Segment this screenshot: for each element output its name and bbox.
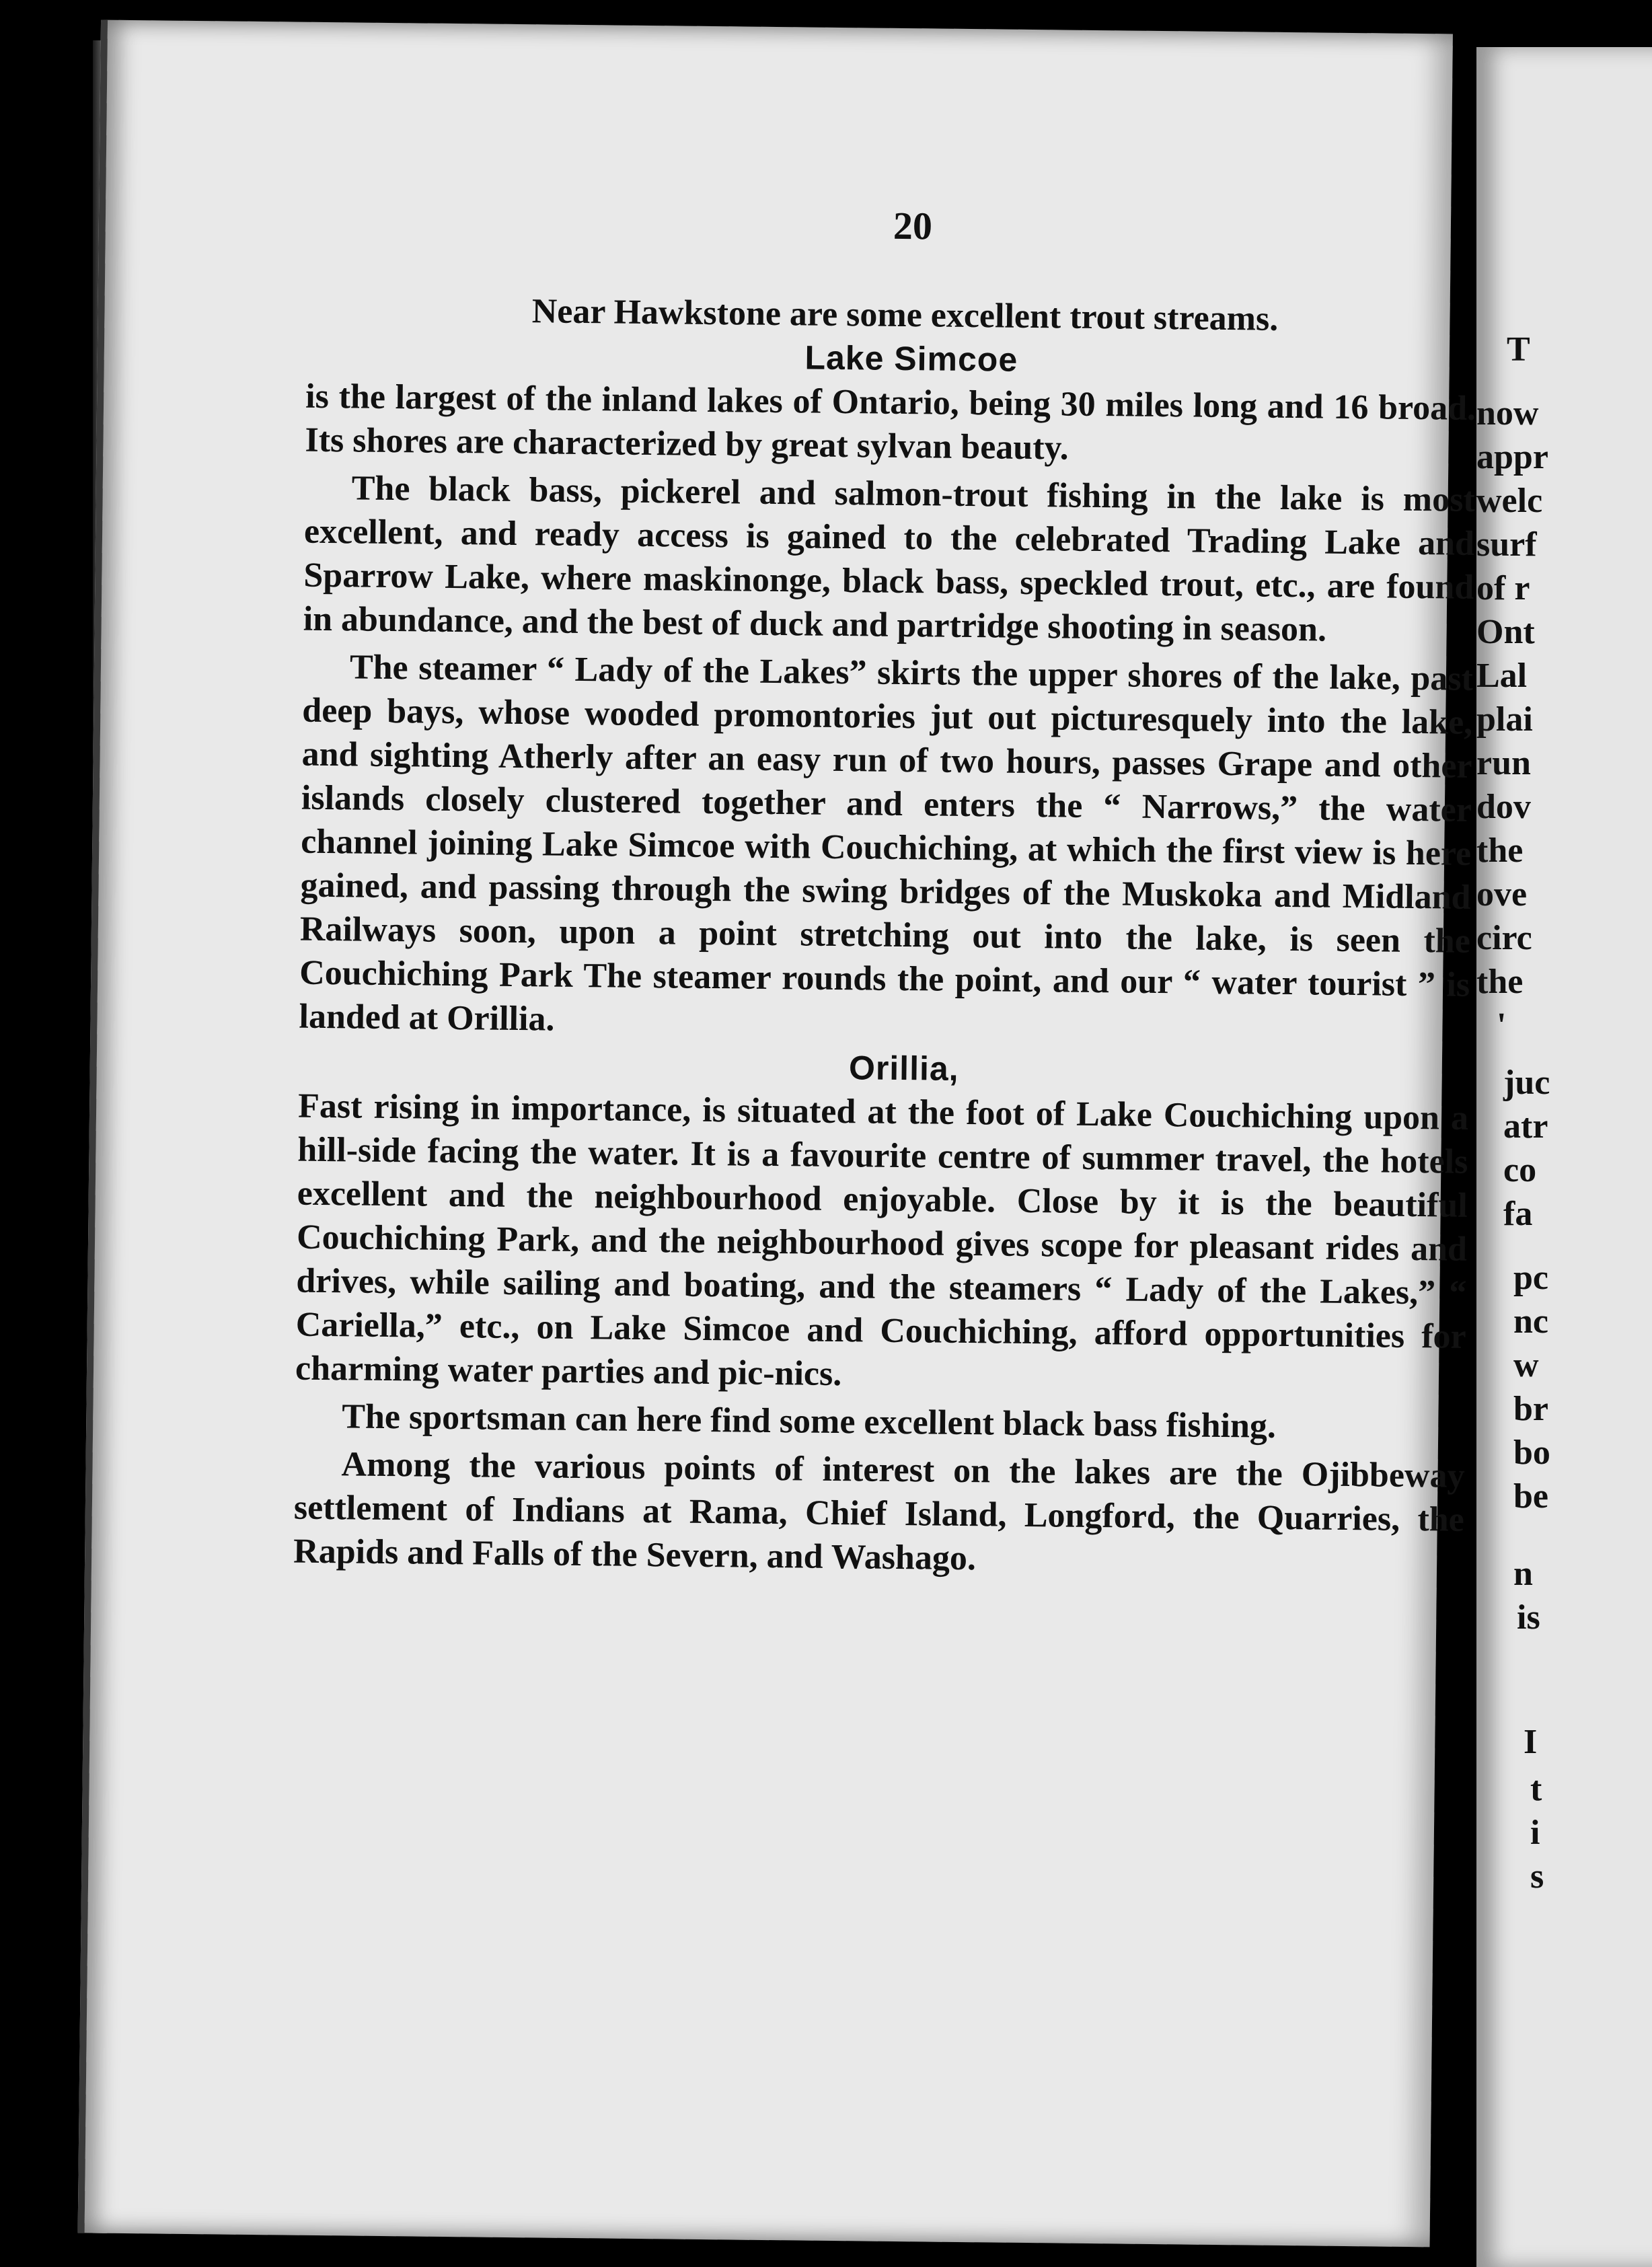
right-page-fragment: ove <box>1476 875 1528 914</box>
right-page-fragment: appr <box>1476 438 1548 476</box>
right-page-fragment: w <box>1513 1346 1539 1384</box>
right-page-fragment: i <box>1530 1814 1540 1852</box>
paragraph: The sportsman can here find some excellent black bass fishing. <box>342 1397 1277 1446</box>
right-page-fragment: ' <box>1497 1006 1507 1045</box>
right-page-fragment: juc <box>1503 1064 1550 1102</box>
right-page-fragment: Lal <box>1476 657 1528 695</box>
paragraph: The steamer “ Lady of the Lakes” skirts the upper shores of the lake, past deep bays, whose wooded promontories jut out picturesquely into the lake, and sighting Atherly after an easy run of two hours, passes Grape and other islands closely clustered together and enters the “ Narrows,” the water channel joining Lake Simcoe with Couchiching, at which the first view is here gained, and passing through the swing bridges of the Muskoka and Midland Railways soon, upon a point stretching out into the lake, is seen the Couchiching Park The steamer rounds the point, and our “ water tourist ” is landed at Orillia. <box>299 648 1474 1039</box>
paragraph: is the largest of the inland lakes of Ontario, being 30 miles long and 16 broad. Its shores are characterized by great sylvan beauty. <box>305 377 1476 468</box>
right-page-fragment: nc <box>1513 1302 1548 1341</box>
right-page-fragment: pc <box>1513 1259 1548 1297</box>
right-page-fragment: surf <box>1476 525 1537 564</box>
right-page-fragment: I <box>1524 1723 1538 1761</box>
left-page <box>78 20 1476 2247</box>
heading-lake-simcoe: Lake Simcoe <box>804 338 1018 379</box>
lead-line: Near Hawkstone are some excellent trout streams. <box>531 292 1279 338</box>
right-page-fragment: be <box>1513 1477 1548 1516</box>
right-page-fragment: the <box>1476 963 1524 1001</box>
right-page-fragment: Ont <box>1476 613 1535 651</box>
right-page-fragment: atr <box>1503 1107 1548 1146</box>
page-number: 20 <box>893 203 933 248</box>
paragraph: Fast rising in importance, is situated at the foot of Lake Couchiching upon a hill-side facing the water. It is a favourite centre of summer travel, the hotels excellent and the neighbourhood enjoyable. Close by it is the beautiful Couchiching Park, and the neighbourhood gives scope for pleasant rides and drives, while sailing and boating, and the steamers “ Lady of the Lakes,” “ Cariella,” etc., on Lake Simcoe and Couchiching, afford opportunities for charming water parties and pic-nics. <box>295 1086 1469 1394</box>
right-page-fragment: co <box>1503 1151 1537 1189</box>
right-page-fragment: s <box>1530 1857 1544 1896</box>
paragraph: Among the various points of interest on the lakes are the Ojibbeway settlement of Indians at Rama, Chief Island, Longford, the Quarries, the Rapids and Falls of the Severn, and Washago. <box>293 1445 1465 1578</box>
right-page-edge <box>1476 47 1652 2267</box>
right-page-fragment: t <box>1530 1770 1542 1808</box>
right-page-fragment: of r <box>1476 569 1530 607</box>
paragraph: The black bass, pickerel and salmon-trout fishing in the lake is most excellent, and ready access is gained to the celebrated Trading Lake and Sparrow Lake, where maskinonge, black bass, speckled trout, etc., are found in abundance, and the best of duck and partridge shooting in season. <box>303 469 1475 649</box>
page-text <box>293 197 1478 1586</box>
heading-orillia: Orillia, <box>848 1049 959 1088</box>
right-page-fragment: run <box>1476 744 1531 782</box>
right-page-fragment: the <box>1476 831 1524 870</box>
right-page-fragment: br <box>1513 1390 1548 1428</box>
right-page-fragment: fa <box>1503 1195 1533 1233</box>
right-page-fragment: T <box>1507 330 1530 369</box>
right-page-fragment: plai <box>1476 700 1533 739</box>
right-page-fragment: bo <box>1513 1434 1550 1472</box>
right-page-fragment: is <box>1517 1598 1540 1637</box>
right-page-fragment: welc <box>1476 482 1543 520</box>
right-page-fragment: now <box>1476 394 1539 433</box>
right-page-fragment: n <box>1513 1555 1533 1593</box>
right-page-fragment: dov <box>1476 788 1531 826</box>
right-page-fragment: circ <box>1476 919 1532 957</box>
